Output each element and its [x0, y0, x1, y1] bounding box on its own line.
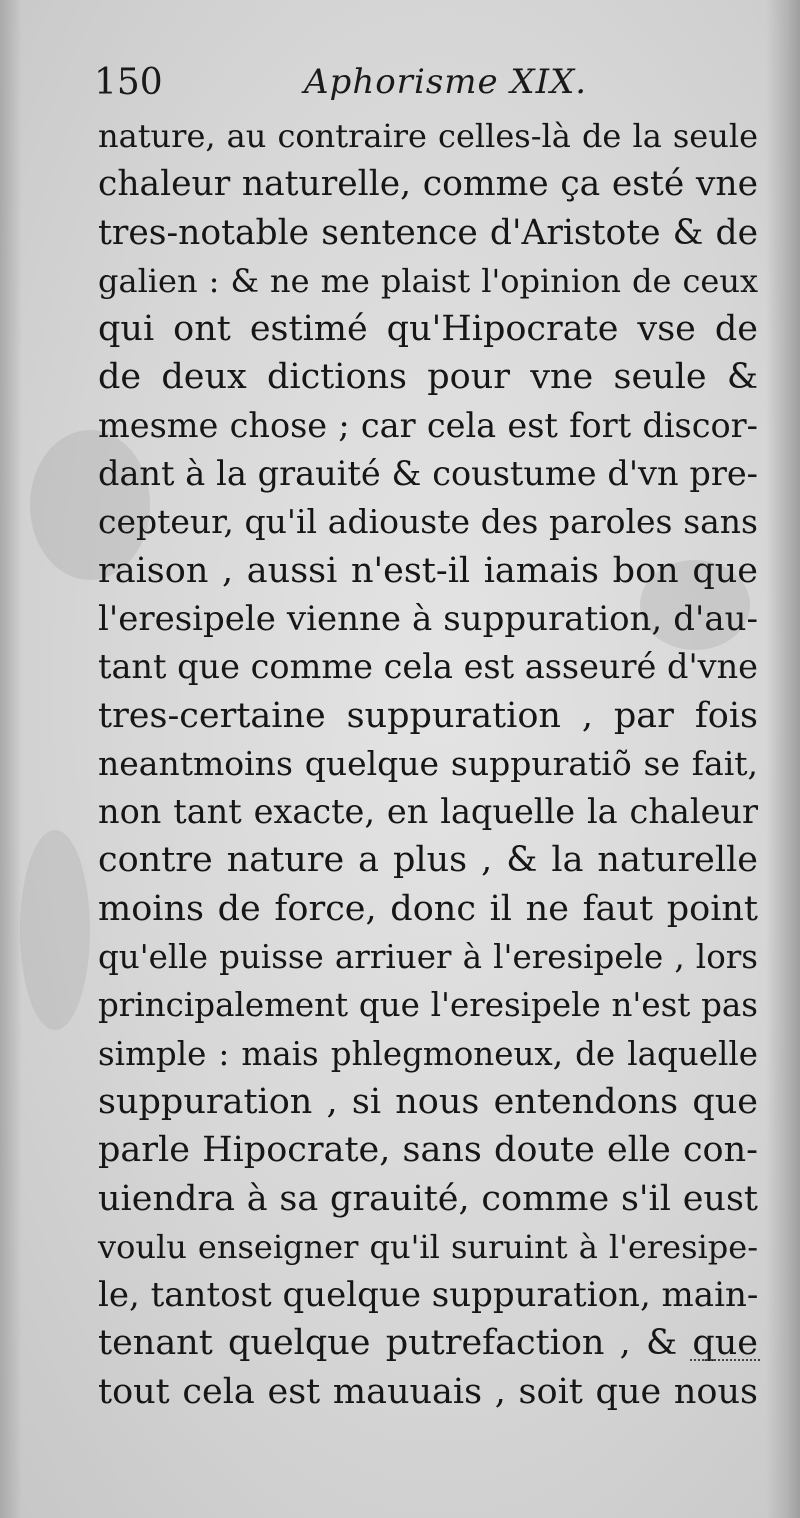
text-line: dant à la grauité & coustume d'vn pre- — [98, 454, 758, 494]
text-line: non tant exacte, en laquelle la chaleur — [98, 792, 758, 832]
text-line: galien : & ne me plaist l'opinion de ceux — [98, 261, 758, 300]
text-line: tenant quelque putrefaction , & que — [98, 1323, 758, 1364]
text-line: cepteur, qu'il adiouste des paroles sans — [98, 502, 758, 542]
dotted-rule — [690, 1356, 760, 1361]
text-line: suppuration , si nous entendons que — [98, 1081, 758, 1122]
running-head: Aphorisme XIX. — [304, 62, 588, 102]
text-line: simple : mais phlegmoneux, de laquelle — [98, 1034, 758, 1073]
text-line: moins de force, donc il ne faut point — [98, 888, 758, 929]
text-line: neantmoins quelque suppuratiõ se fait, — [98, 743, 758, 783]
text-line: tres-certaine suppuration , par fois — [98, 695, 758, 736]
text-line: voulu enseigner qu'il suruint à l'eresipe- — [98, 1227, 758, 1266]
text-line: raison , aussi n'est-il iamais bon que — [98, 550, 758, 591]
text-line: principalement que l'eresipele n'est pas — [98, 986, 758, 1025]
paper-stain — [20, 830, 90, 1030]
text-line: nature, au contraire celles-là de la seule — [98, 117, 758, 155]
text-line: parle Hipocrate, sans doute elle con- — [98, 1130, 758, 1171]
page-number: 150 — [94, 62, 163, 103]
text-line: chaleur naturelle, comme ça esté vne — [98, 164, 758, 205]
text-line: uiendra à sa grauité, comme s'il eust — [98, 1178, 758, 1219]
text-line: tout cela est mauuais , soit que nous — [98, 1371, 758, 1412]
text-line: contre nature a plus , & la naturelle — [98, 840, 758, 881]
text-line: de deux dictions pour vne seule & — [98, 357, 758, 398]
text-line: tres-notable sentence d'Aristote & de — [98, 212, 758, 253]
text-line: le, tantost quelque suppuration, main- — [98, 1275, 759, 1316]
text-line: mesme chose ; car cela est fort discor- — [98, 405, 758, 445]
page-header — [94, 62, 734, 112]
page-edge — [766, 0, 800, 1518]
text-line: qu'elle puisse arriuer à l'eresipele , lors — [98, 938, 758, 977]
gutter-shadow — [0, 0, 22, 1518]
body-text — [98, 112, 758, 1416]
text-line: qui ont estimé qu'Hipocrate vse de — [98, 309, 758, 350]
text-line: l'eresipele vienne à suppuration, d'au- — [98, 598, 758, 639]
text-line: tant que comme cela est asseuré d'vne — [98, 647, 758, 687]
